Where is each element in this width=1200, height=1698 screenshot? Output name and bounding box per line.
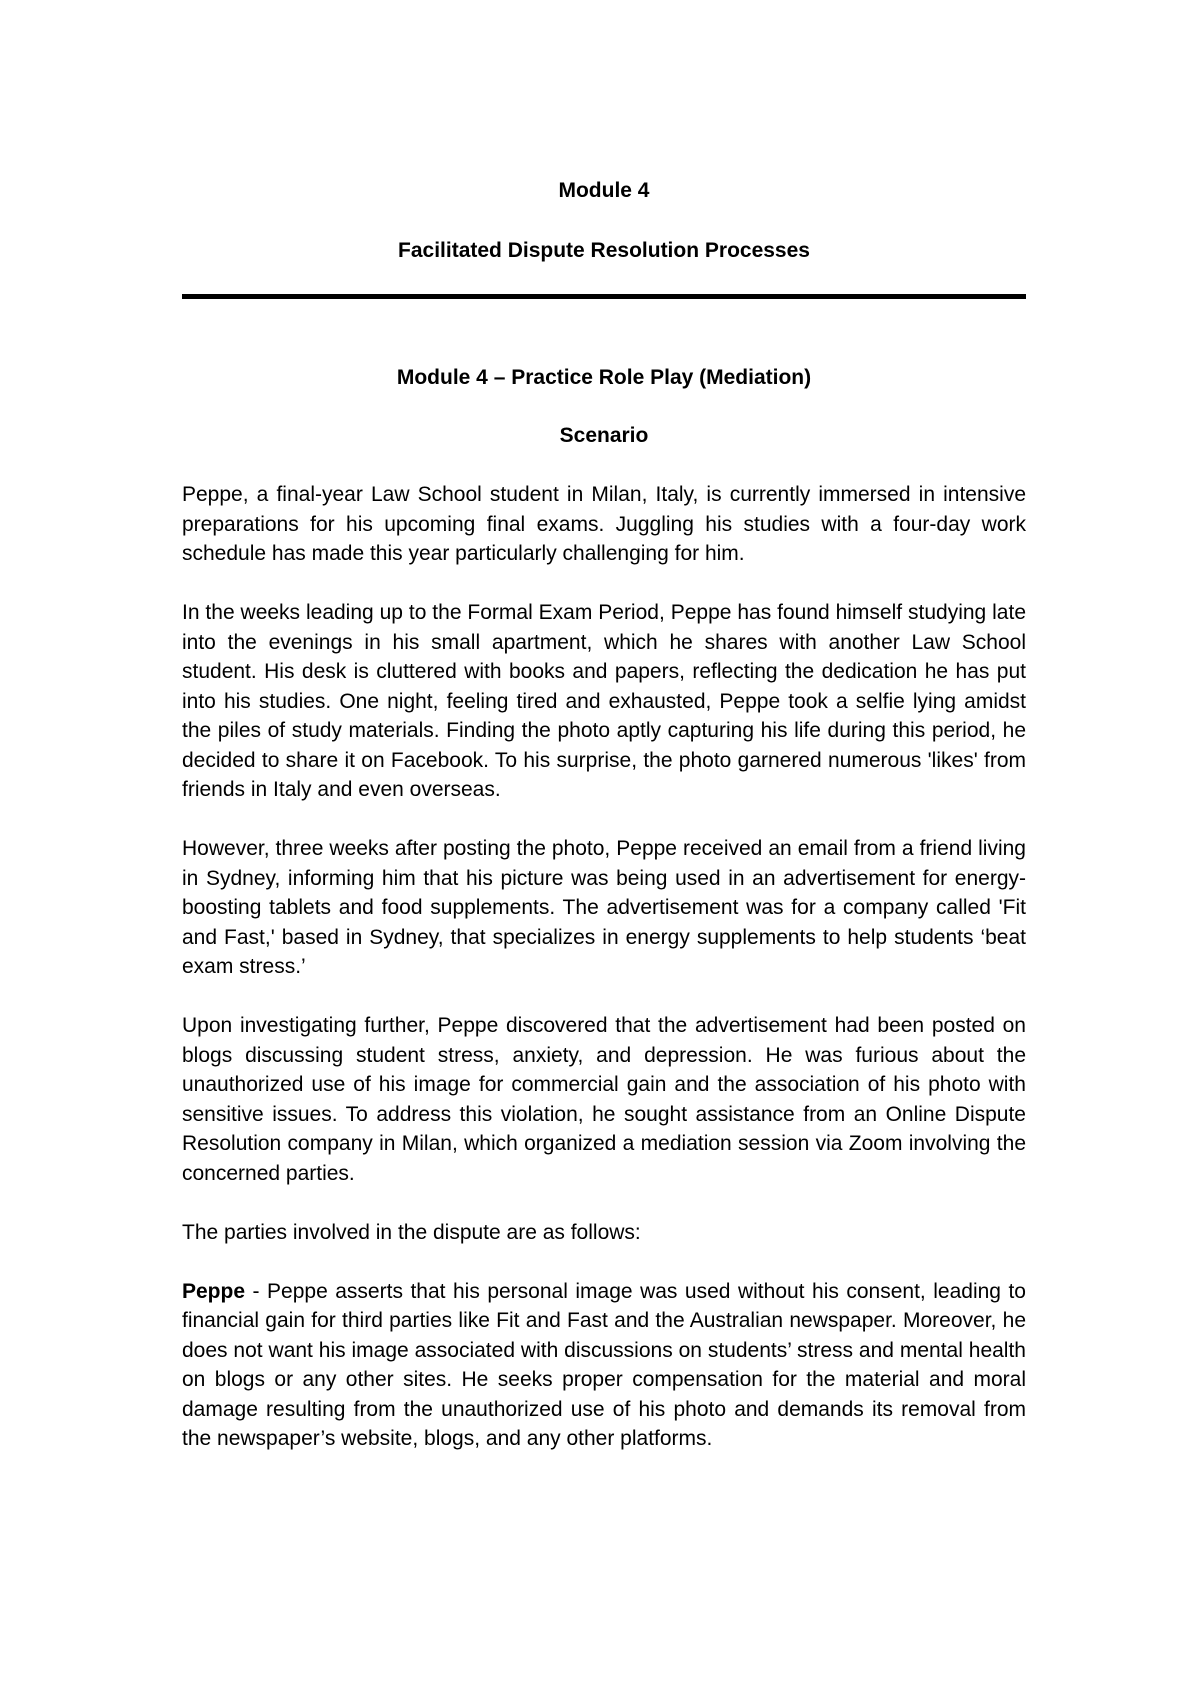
paragraph-intro: Peppe, a final-year Law School student in Milan, Italy, is currently immersed in intensive preparations for his upcoming final exams. Juggling his studies with a four-day work schedule has made this year particularly challenging for him. — [182, 483, 1026, 565]
paragraph-advertisement: However, three weeks after posting the photo, Peppe received an email from a friend living in Sydney, informing him that his picture was being used in an advertisement for energy-boosting tablets and food supplements. The advertisement was for a company called 'Fit and Fast,' based in Sydney, that specializes in energy supplements to help students ‘beat exam stress.’ — [182, 837, 1026, 978]
paragraph-background: In the weeks leading up to the Formal Exam Period, Peppe has found himself studying late into the evenings in his small apartment, which he shares with another Law School student. His desk is cluttered with books and papers, reflecting the dedication he has put into his studies. One night, feeling tired and exhausted, Peppe took a selfie lying amidst the piles of study materials. Finding the photo aptly capturing his life during this period, he decided to share it on Facebook. To his surprise, the photo garnered numerous 'likes' from friends in Italy and even overseas. — [182, 601, 1026, 801]
document-subtitle: Facilitated Dispute Resolution Processes — [398, 239, 810, 262]
party-text: Peppe asserts that his personal image was used without his consent, leading to financial gain for third parties like Fit and Fast and the Australian newspaper. Moreover, he does not want his image associated with discussions on students’ stress and mental health on blogs or any other sites. He seeks proper compensation for the material and moral damage resulting from the unauthorized use of his photo and demands its removal from the newspaper’s website, blogs, and any other platforms. — [182, 1279, 1026, 1450]
party-description — [182, 1277, 1026, 1454]
party-name: Peppe — [182, 1279, 246, 1303]
horizontal-divider — [182, 294, 1026, 299]
document-title: Module 4 — [558, 179, 650, 202]
party-separator: - — [245, 1279, 268, 1303]
paragraph-parties-intro: The parties involved in the dispute are as follows: — [182, 1220, 641, 1244]
section-title: Module 4 – Practice Role Play (Mediation) — [396, 366, 812, 389]
document-body — [182, 480, 1026, 1454]
paragraph-investigation: Upon investigating further, Peppe discovered that the advertisement had been posted on blogs discussing student stress, anxiety, and depression. He was furious about the unauthorized use of his image for commercial gain and the association of his photo with sensitive issues. To address this violation, he sought assistance from an Online Dispute Resolution company in Milan, which organized a mediation session via Zoom involving the concerned parties. — [182, 1014, 1026, 1185]
section-subtitle: Scenario — [559, 424, 649, 447]
